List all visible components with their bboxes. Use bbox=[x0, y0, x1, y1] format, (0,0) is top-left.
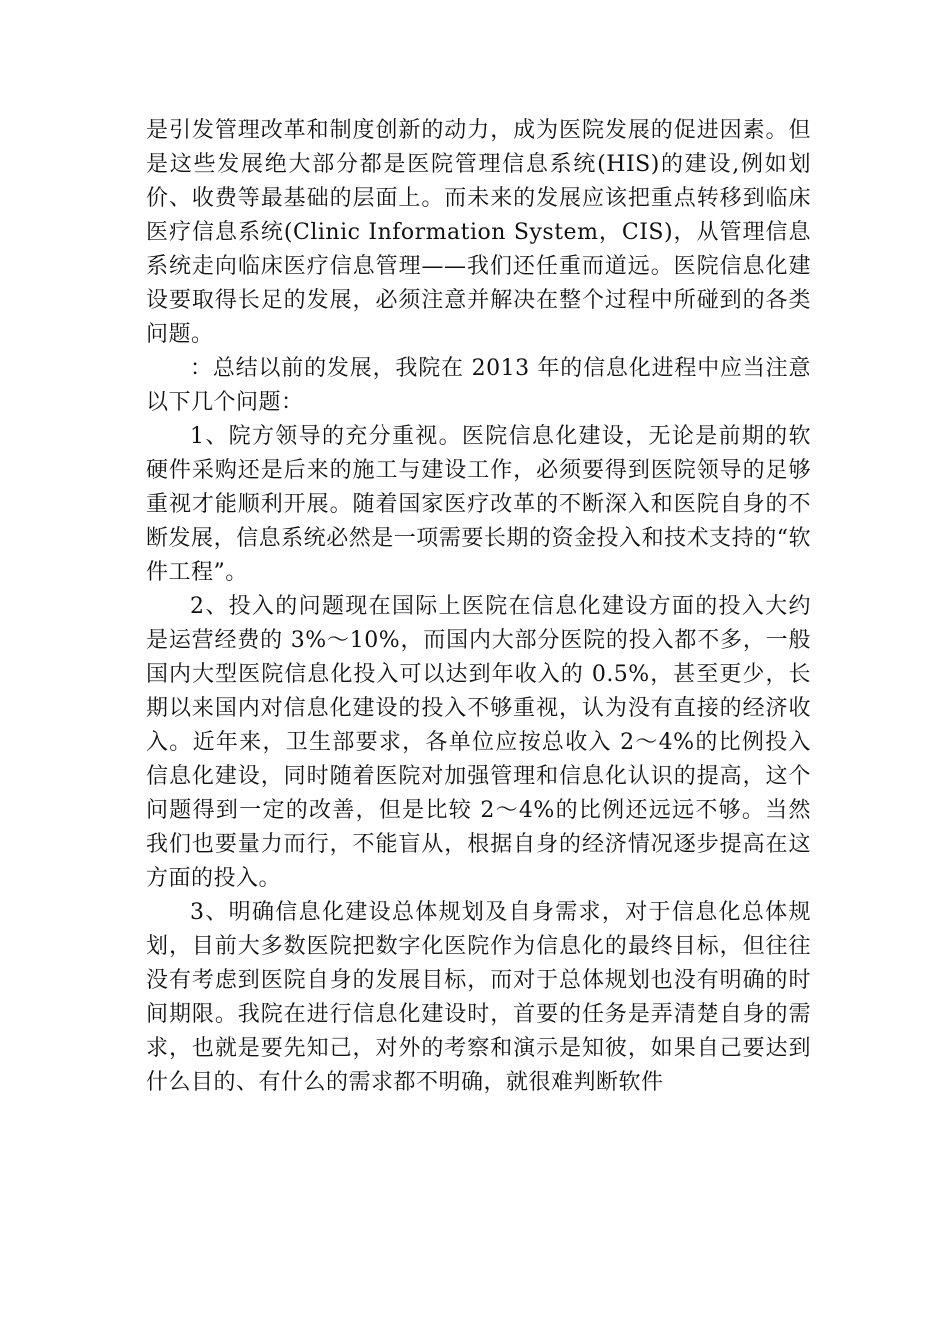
paragraph-point-1: 1、院方领导的充分重视。医院信息化建设，无论是前期的软硬件采购还是后来的施工与建设工作，必须要得到医院领导的足够重视才能顺利开展。随着国家医疗改革的不断深入和医院自身的不断发展，信息系统必然是一项需要长期的资金投入和技术支持的“软件工程”。 bbox=[146, 424, 811, 585]
paragraph-point-2: 2、投入的问题现在国际上医院在信息化建设方面的投入大约是运营经费的 3%～10%，而国内大部分医院的投入都不多，一般国内大型医院信息化投入可以达到年收入的 0.5%，甚至更少，长期以来国内对信息化建设的投入不够重视，认为没有直接的经济收入。近年来，卫生部要求，各单位应按总收入 2～4%的比例投入信息化建设，同时随着医院对加强管理和信息化认识的提高，这个问题得到一定的改善，但是比较 2～4%的比例还远远不够。当然我们也要量力而行，不能盲从，根据自身的经济情况逐步提高在这方面的投入。 bbox=[146, 594, 811, 891]
paragraph-point-3: 3、明确信息化建设总体规划及自身需求，对于信息化总体规划，目前大多数医院把数字化医院作为信息化的最终目标，但往往没有考虑到医院自身的发展目标，而对于总体规划也没有明确的时间期限。我院在进行信息化建设时，首要的任务是弄清楚自身的需求，也就是要先知己，对外的考察和演示是知彼，如果自己要达到什么目的、有什么的需求都不明确，就很难判断软件 bbox=[146, 900, 811, 1095]
paragraph-continuation: 是引发管理改革和制度创新的动力，成为医院发展的促进因素。但是这些发展绝大部分都是医院管理信息系统(HIS)的建设,例如划价、收费等最基础的层面上。而未来的发展应该把重点转移到临床医疗信息系统(Clinic Information System，CIS)，从管理信息系统走向临床医疗信息管理——我们还任重而道远。医院信息化建设要取得长足的发展，必须注意并解决在整个过程中所碰到的各类问题。 bbox=[146, 118, 811, 347]
paragraph-summary-intro: ：总结以前的发展，我院在 2013 年的信息化进程中应当注意以下几个问题： bbox=[146, 356, 811, 415]
